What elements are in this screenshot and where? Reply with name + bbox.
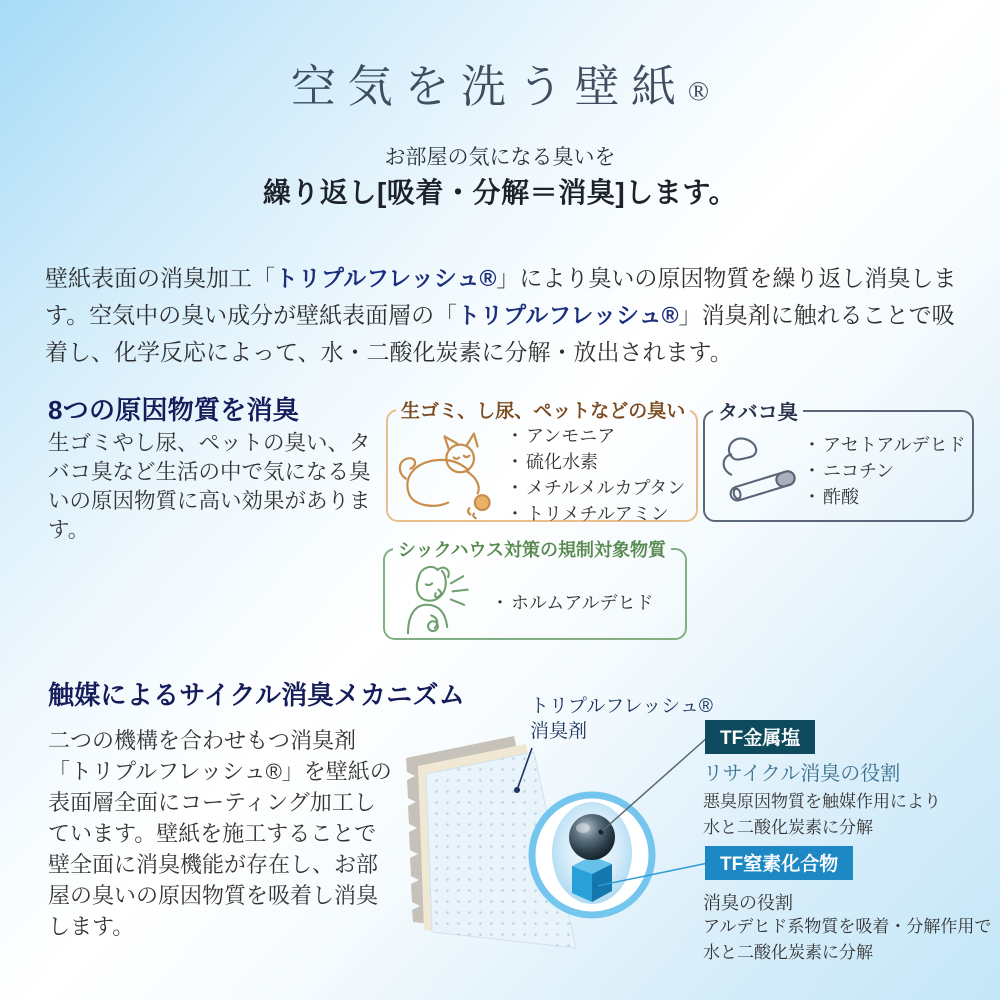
odor-item: ・ メチルメルカプタン [506,478,686,498]
odor-item: ・ アセトアルデヒド [803,435,966,455]
odor-item-list [506,423,685,527]
intro-text: 壁紙表面の消臭加工「 [45,265,275,291]
brand-name: トリプルフレッシュ® [275,265,497,291]
metal-role-title: リサイクル消臭の役割 [703,763,901,785]
metal-salt-sphere-icon [569,814,615,860]
coughing-person-icon [391,562,491,644]
intro-text: 」消臭剤に触れることで吸着し、化学反応によって、水・二酸化炭素に分解・放出されます。 [45,302,955,365]
cigarette-icon [711,425,803,517]
odor-box-title: シックハウス対策の規制対象物質 [398,540,667,560]
deodorizer-layer-label: トリプルフレッシュ® 消臭剤 [530,696,713,742]
page-title [0,50,1000,115]
metal-pointer-line [602,737,708,831]
odor-box-garbage-pets [386,396,698,522]
odor-item: ・ トリメチルアミン [506,504,669,524]
cat-icon [394,429,506,521]
mechanism-section-description: 二つの機構を合わせもつ消臭剤「トリプルフレッシュ®」を壁紙の表面層全面にコーティング加工しています。壁紙を施工することで壁全面に消臭機能が存在し、お部屋の臭いの原因物質を吸着し消臭します。 [48,728,392,939]
brand-name: トリプルフレッシュ® [457,302,679,328]
odor-item-list [803,432,966,510]
bullet: ・ [506,426,524,446]
odor-box-tobacco [703,396,974,522]
page-title-text: 空気を洗う壁紙 [290,62,688,112]
bullet: ・ [506,452,524,472]
odor-box-title: タバコ臭 [718,402,798,424]
subtitle-line1: お部屋の気になる臭いを [384,146,616,169]
bullet: ・ [506,504,524,524]
odor-section-heading: 8つの原因物質を消臭 [48,395,300,425]
odor-section-description: 生ゴミやし尿、ペットの臭い、タバコ臭など生活の中で気になる臭いの原因物質に高い効果があります。 [48,431,371,542]
odor-item: ・ ニコチン [803,461,895,481]
odor-item: ・ 酢酸 [803,487,859,507]
bullet: ・ [491,593,509,613]
metal-salt-badge: TF金属塩 [705,720,815,754]
nitrogen-role-description: アルデヒド系物質を吸着・分解作用で 水と二酸化炭素に分解 [703,917,992,962]
bullet: ・ [803,435,821,455]
bullet: ・ [506,478,524,498]
odor-item: ・ アンモニア [506,426,616,446]
mechanism-section-heading: 触媒によるサイクル消臭メカニズム [48,680,466,710]
nitrogen-role-title: 消臭の役割 [703,893,793,913]
bullet: ・ [803,461,821,481]
bullet: ・ [803,487,821,507]
odor-box-sick-house [383,536,687,640]
subtitle-line2: 繰り返し[吸着・分解＝消臭]します。 [262,177,738,208]
intro-text: 」により臭いの原因物質を繰り返し消臭します。空気中の臭い成分が壁紙表面層の「 [45,265,957,328]
registered-mark: ® [687,76,710,107]
intro-paragraph [45,260,960,371]
odor-box-title: 生ゴミ、し尿、ペットなどの臭い [401,401,686,422]
odor-item: ・ ホルムアルデヒド [491,593,654,613]
odor-item: ・ 硫化水素 [506,452,598,472]
odor-item-list [491,590,654,616]
nitrogen-compound-badge: TF窒素化合物 [705,846,853,880]
metal-role-description: 悪臭原因物質を触媒作用により 水と二酸化炭素に分解 [703,792,941,837]
wallpaper-mechanism-diagram [390,690,710,990]
magnifier-circle-icon [532,795,652,915]
